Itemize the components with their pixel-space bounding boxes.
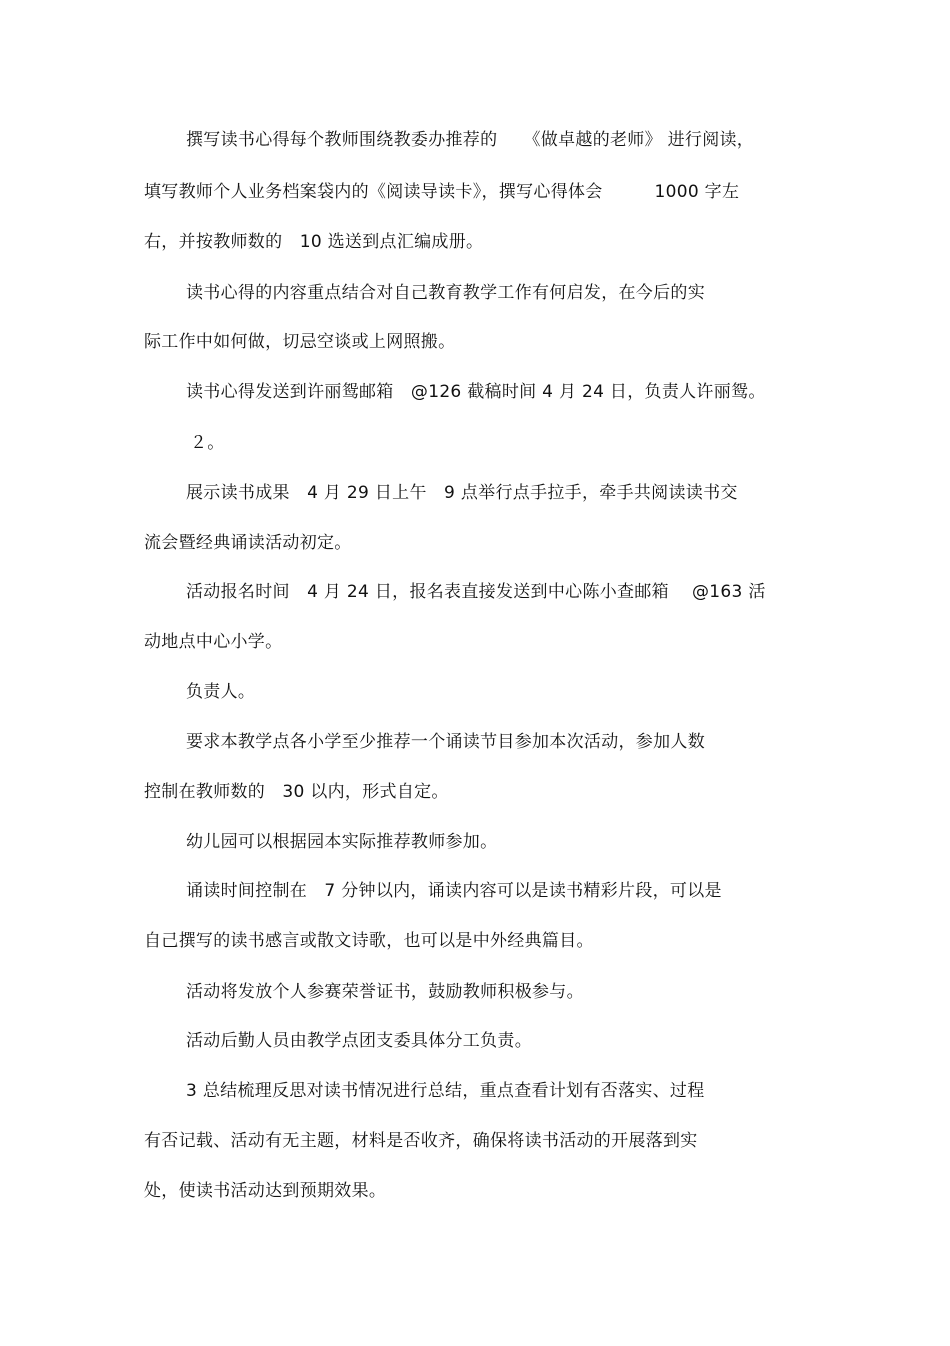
paragraph-line: 活动后勤人员由教学点团支委具体分工负责。 (186, 1031, 532, 1051)
paragraph-line: 控制在教师数的 30 以内，形式自定。 (144, 782, 449, 802)
paragraph-line: 填写教师个人业务档案袋内的《阅读导读卡》，撰写心得体会 1000 字左 (144, 182, 740, 202)
paragraph-line: 流会暨经典诵读活动初定。 (144, 533, 352, 553)
paragraph-line: 读书心得的内容重点结合对自己教育教学工作有何启发，在今后的实 (186, 283, 705, 303)
paragraph-line: 动地点中心小学。 (144, 632, 283, 652)
paragraph-line: 自己撰写的读书感言或散文诗歌，也可以是中外经典篇目。 (144, 931, 594, 951)
paragraph-line: 要求本教学点各小学至少推荐一个诵读节目参加本次活动，参加人数 (186, 732, 705, 752)
paragraph-line: 活动将发放个人参赛荣誉证书，鼓励教师积极参与。 (186, 982, 584, 1002)
paragraph-line: 处，使读书活动达到预期效果。 (144, 1181, 387, 1201)
paragraph-line: 读书心得发送到许丽鸳邮箱 @126 截稿时间 4 月 24 日，负责人许丽鸳。 (186, 382, 766, 402)
paragraph-line: 有否记载、活动有无主题，材料是否收齐，确保将读书活动的开展落到实 (144, 1131, 698, 1151)
paragraph-line: 3 总结梳理反思对读书情况进行总结，重点查看计划有否落实、过程 (186, 1081, 705, 1101)
paragraph-line: 撰写读书心得每个教师围绕教委办推荐的 《做卓越的老师》 进行阅读， (186, 130, 755, 150)
paragraph-line: ２。 (190, 433, 225, 453)
paragraph-line: 活动报名时间 4 月 24 日，报名表直接发送到中心陈小查邮箱 @163 活 (186, 582, 766, 602)
paragraph-line: 际工作中如何做，切忌空谈或上网照搬。 (144, 332, 456, 352)
paragraph-line: 右，并按教师数的 10 选送到点汇编成册。 (144, 232, 484, 252)
paragraph-line: 展示读书成果 4 月 29 日上午 9 点举行点手拉手，牵手共阅读读书交 (186, 483, 738, 503)
paragraph-line: 诵读时间控制在 7 分钟以内，诵读内容可以是读书精彩片段，可以是 (186, 881, 722, 901)
paragraph-line: 负责人。 (186, 682, 256, 702)
paragraph-line: 幼儿园可以根据园本实际推荐教师参加。 (186, 832, 498, 852)
